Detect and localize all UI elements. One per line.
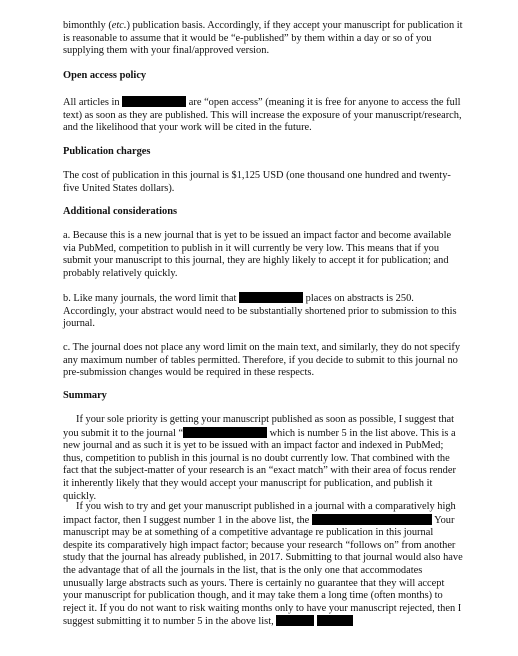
summary-p2-text-start: If you wish to try and get your manuscript published in a journal with a comparatively high impact factor, then I suggest number 1 in the above list, the <box>63 501 456 526</box>
heading-summary: Summary <box>63 390 107 401</box>
redaction-block <box>122 96 186 107</box>
redaction-block <box>239 292 303 303</box>
intro-paragraph <box>63 20 463 58</box>
consideration-c: c. The journal does not place any word limit on the main text, and similarly, they do not specify any maximum number of tables permitted. Therefore, if you decide to submit to this journal no pre-submission changes would be required in these respects. <box>63 342 461 379</box>
redaction-block <box>312 514 432 525</box>
intro-em: etc. <box>111 20 127 31</box>
heading-publication-charges: Publication charges <box>63 146 151 157</box>
summary-p1-text-start: If your sole priority is getting your manuscript published as soon as possible, I suggest that you submit it to the journal “ <box>63 414 455 439</box>
consideration-b-text-end: places on abstracts is 250. Accordingly, your abstract would need to be substantially shortened prior to submission to this journal. <box>63 293 457 330</box>
open-access-text-end: are “open access” (meaning it is free for anyone to access the full text) as soon as they are published. This will increase the exposure of your manuscript/research, and the likelihood that your work will be cited in the future. <box>63 97 462 134</box>
intro-text-end: ) publication basis. Accordingly, if they accept your manuscript for publication it is reasonable to assume that it would be “e-published” by them within a day or so of you supplying them with your final/approved version. <box>63 20 463 57</box>
summary-p2-text-end: Your manuscript may be at something of a competitive advantage re publication in this journal despite its comparatively high impact factor; because your research “follows on” from another study that the journal has already published, in 2017. Submitting to that journal would also have the advantage that of all the journals in the list, that is the only one that accommodates unusually large abstracts such as yours. There is certainly no guarantee that they will accept your manuscript for publication though, and it may take them a long time (often months) to reject it. If you do not want to risk waiting months only to have your manuscript rejected, then I suggest submitting it to number 5 in the above list, <box>63 514 463 628</box>
summary-paragraph-2 <box>63 501 463 629</box>
redaction-block <box>276 615 314 626</box>
consideration-a: a. Because this is a new journal that is yet to be issued an impact factor and become available via PubMed, competition to publish in it will currently be very low. This means that if you submit your manuscript to this journal, they are highly likely to accept it for publication; and probably relatively quickly. <box>63 230 452 279</box>
consideration-b <box>63 292 463 331</box>
redaction-block <box>317 615 353 626</box>
summary-p1-text-end: which is number 5 in the list above. This is a new journal and as such it is yet to be issued with an impact factor and indexed in PubMed; thus, competition to publish in this journal is no doubt currently low. That combined with the fact that the subject-matter of your research is an “exact match” with their area of focus render it inherently likely that they would accept your manuscript for publication, and publish it quickly. <box>63 427 456 502</box>
open-access-paragraph <box>63 96 463 135</box>
consideration-b-text-start: b. Like many journals, the word limit that <box>63 293 237 304</box>
open-access-text-start: All articles in <box>63 97 120 108</box>
charges-paragraph: The cost of publication in this journal is $1,125 USD (one thousand one hundred and twenty-five United States dollars). <box>63 170 451 194</box>
summary-paragraph-1 <box>63 414 463 503</box>
redaction-block <box>183 427 267 438</box>
intro-text-start: bimonthly ( <box>63 20 112 31</box>
heading-additional-considerations: Additional considerations <box>63 206 178 217</box>
heading-open-access: Open access policy <box>63 70 147 81</box>
